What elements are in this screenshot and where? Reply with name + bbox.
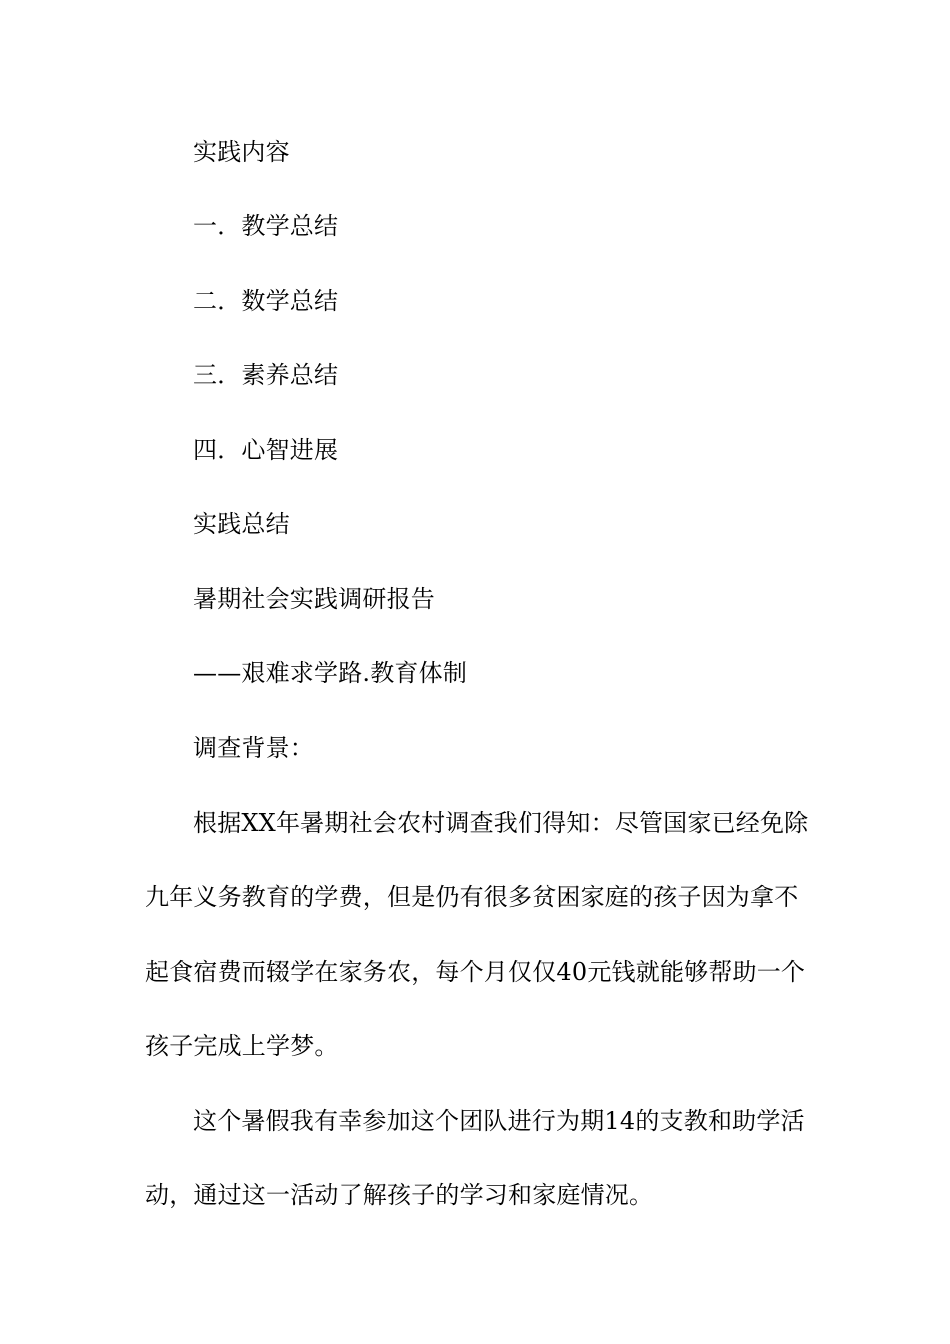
heading-literacy-summary: 三．素养总结 bbox=[193, 361, 339, 389]
paragraph-line: 起食宿费而辍学在家务农，每个月仅仅40元钱就能够帮助一个 bbox=[145, 958, 806, 986]
heading-survey-background: 调查背景： bbox=[193, 734, 314, 762]
paragraph-line: 根据XX年暑期社会农村调查我们得知：尽管国家已经免除 bbox=[193, 809, 809, 837]
paragraph-line: 九年义务教育的学费，但是仍有很多贫困家庭的孩子因为拿不 bbox=[145, 883, 799, 911]
paragraph-line: 动，通过这一活动了解孩子的学习和家庭情况。 bbox=[145, 1181, 654, 1209]
paragraph-line: 孩子完成上学梦。 bbox=[145, 1032, 339, 1060]
heading-practice-summary: 实践总结 bbox=[193, 510, 290, 538]
heading-mental-progress: 四．心智进展 bbox=[193, 436, 339, 464]
heading-practice-content: 实践内容 bbox=[193, 138, 290, 166]
heading-math-summary: 二．数学总结 bbox=[193, 287, 339, 315]
paragraph-line: 这个暑假我有幸参加这个团队进行为期14的支教和助学活 bbox=[193, 1107, 805, 1135]
report-subtitle: ——艰难求学路.教育体制 bbox=[193, 659, 468, 687]
heading-teaching-summary: 一．教学总结 bbox=[193, 212, 339, 240]
report-title: 暑期社会实践调研报告 bbox=[193, 585, 435, 613]
